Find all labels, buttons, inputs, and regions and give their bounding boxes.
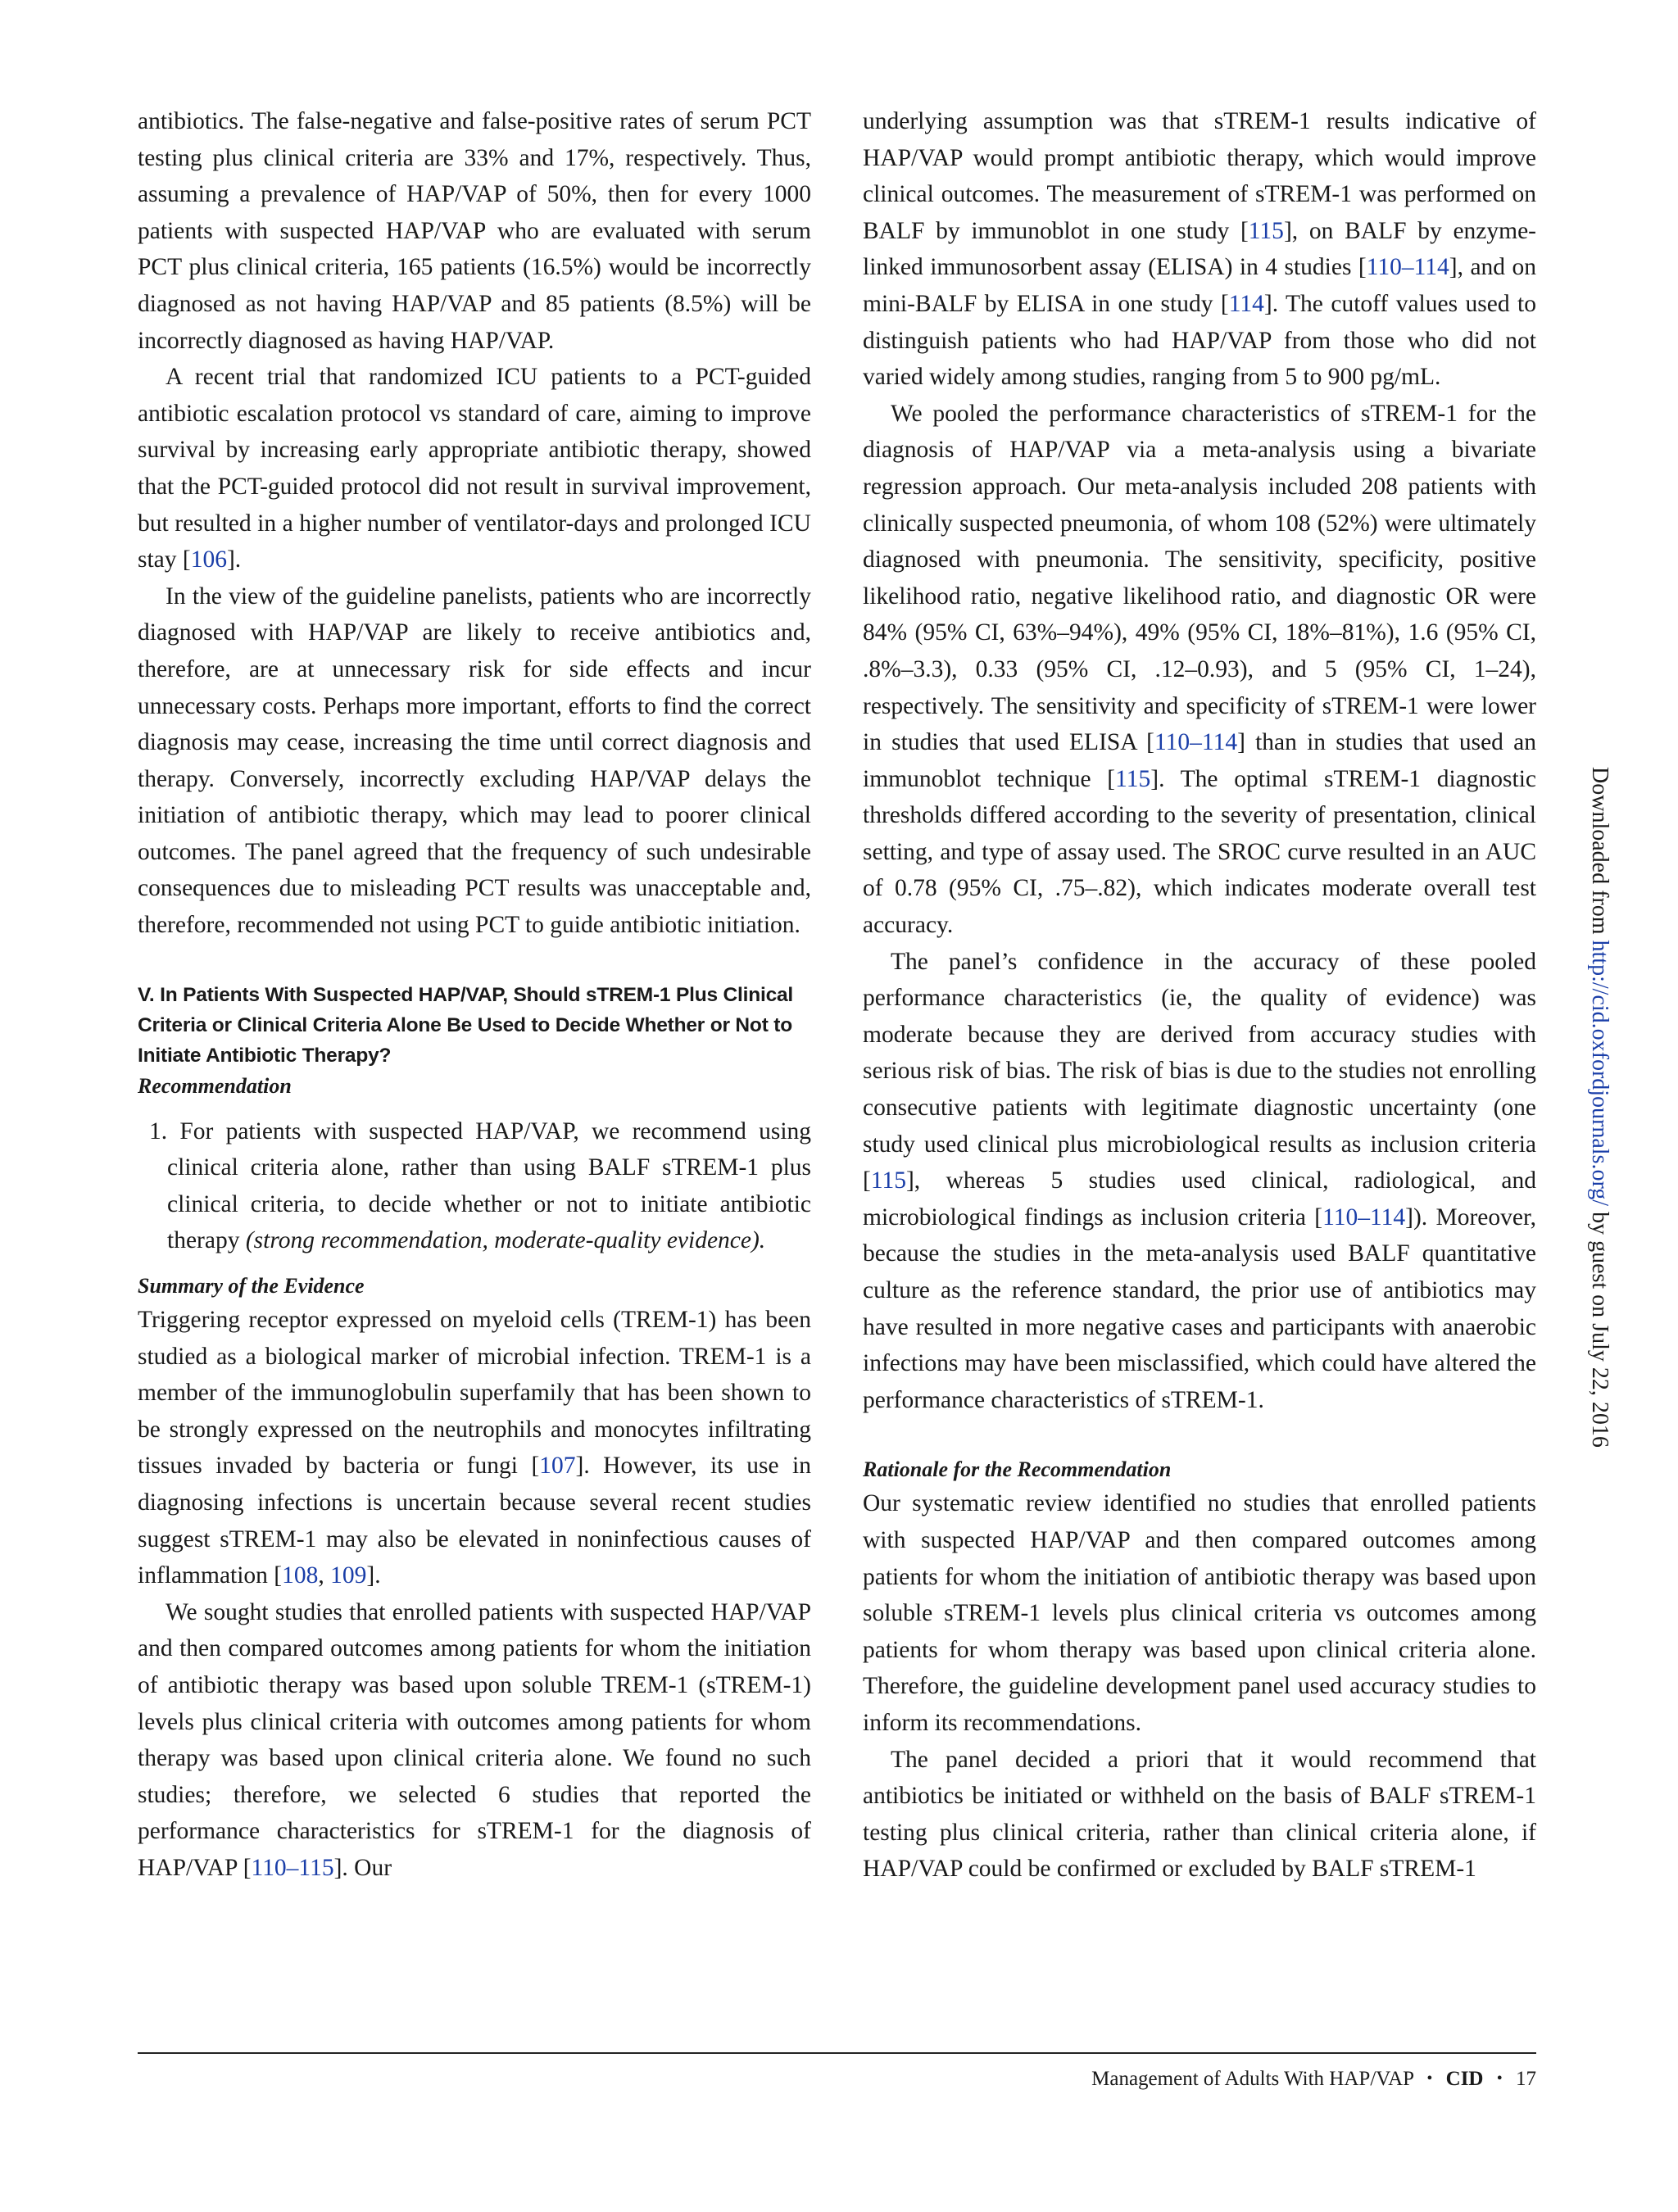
recommendation-heading: Recommendation — [138, 1073, 292, 1098]
citation-link[interactable]: 115 — [870, 1167, 906, 1194]
page-number: 17 — [1516, 2068, 1536, 2090]
citation-link[interactable]: 106 — [190, 546, 227, 573]
download-link[interactable]: http://cid.oxfordjournals.org/ — [1587, 940, 1612, 1207]
bullet-icon: • — [1496, 2069, 1503, 2087]
citation-link[interactable]: 114 — [1228, 290, 1264, 317]
paragraph: The panel’s confidence in the accuracy of these pooled performance characteristics (ie, the quality of evidence) was moderate because they are derived from accuracy studies with serious risk of bias. The risk of bias is due to the studies not enrolling consecutive patients with legitimate diagnostic uncertainty (one study used clinical plus microbiological results as inclusion criteria [115], whereas 5 studies used clinical, radiological, and microbiological findings as inclusion criteria [110–114]). Moreover, because the studies in the meta-analysis used BALF quantitative culture as the reference standard, the prior use of antibiotics may have resulted in more negative cases and participants with anaerobic infections may have been misclassified, which could have altered the performance characteristics of sTREM-1. — [863, 948, 1536, 1413]
citation-link[interactable]: 108 — [282, 1562, 319, 1589]
citation-link[interactable]: 110–114 — [1366, 254, 1449, 281]
rationale-heading: Rationale for the Recommendation — [863, 1457, 1172, 1482]
page-footer — [1091, 2064, 1536, 2094]
footer-rule — [138, 2052, 1536, 2054]
paragraph: We pooled the performance characteristics of sTREM-1 for the diagnosis of HAP/VAP via a meta-analysis using a bivariate regression approach. Our meta-analysis included 208 patients with clinically suspected pneumonia, of whom 108 (52%) were ultimately diagnosed with pneumonia. The sensitivity, specificity, positive likelihood ratio, negative likelihood ratio, and diagnostic OR were 84% (95% CI, 63%–94%), 49% (95% CI, 18%–81%), 1.6 (95% CI, .8%–3.3), 0.33 (95% CI, .12–0.93), and 5 (95% CI, 1–24), respectively. The sensitivity and specificity of sTREM-1 were lower in studies that used ELISA [110–114] than in studies that used an immunoblot technique [115]. The optimal sTREM-1 diagnostic thresholds differed according to the severity of presentation, clinical setting, and type of assay used. The SROC curve resulted in an AUC of 0.78 (95% CI, .75–.82), which indicates moderate overall test accuracy. — [863, 400, 1536, 939]
citation-link[interactable]: 107 — [539, 1453, 576, 1480]
summary-heading: Summary of the Evidence — [138, 1274, 365, 1299]
citation-link[interactable]: 110–114 — [1154, 729, 1238, 756]
citation-link[interactable]: 115 — [1248, 217, 1284, 244]
citation-link[interactable]: 109 — [330, 1562, 367, 1589]
right-column — [863, 103, 1536, 1888]
paragraph: A recent trial that randomized ICU patients to a PCT-guided antibiotic escalation protocol vs standard of care, aiming to improve survival by increasing early appropriate antibiotic therapy, showed that the PCT-guided protocol did not result in survival improvement, but resulted in a higher number of ventilator-days and prolonged ICU stay [106]. — [138, 364, 811, 573]
journal-abbrev: CID — [1445, 2068, 1484, 2090]
recommendation-item: 1. For patients with suspected HAP/VAP, we recommend using clinical criteria alone, rather than using BALF sTREM-1 plus clinical criteria, to decide whether or not to initiate antibiotic therapy (strong recommendation, moderate-quality evidence). — [149, 1117, 812, 1254]
paragraph: We sought studies that enrolled patients with suspected HAP/VAP and then compared outcomes among patients for whom the initiation of antibiotic therapy was based upon soluble TREM-1 (sTREM-1) levels plus clinical criteria with outcomes among patients for whom therapy was based upon clinical criteria alone. We found no such studies; therefore, we selected 6 studies that reported the performance characteristics for sTREM-1 for the diagnosis of HAP/VAP [110–115]. Our — [138, 1598, 811, 1881]
paragraph: The panel decided a priori that it would recommend that antibiotics be initiated or withheld on the basis of BALF sTREM-1 testing plus clinical criteria, rather than clinical criteria alone, if HAP/VAP could be confirmed or excluded by BALF sTREM-1 — [863, 1746, 1536, 1883]
section-heading: V. In Patients With Suspected HAP/VAP, Should sTREM-1 Plus Clinical Criteria or Clinical Criteria Alone Be Used to Decide Whether or Not to Initiate Antibiotic Therapy? — [138, 983, 794, 1067]
citation-link[interactable]: 110–114 — [1322, 1203, 1406, 1231]
citation-link[interactable]: 115 — [1115, 765, 1151, 792]
citation-link[interactable]: 110–115 — [251, 1854, 334, 1881]
paragraph: Triggering receptor expressed on myeloid cells (TREM-1) has been studied as a biological marker of microbial infection. TREM-1 is a member of the immunoglobulin superfamily that has been shown to be strongly expressed on the neutrophils and monocytes infiltrating tissues invaded by bacteria or fungi [107]. However, its use in diagnosing infections is uncertain because several recent studies suggest sTREM-1 may also be elevated in noninfectious causes of inflammation [108, 109]. — [138, 1307, 811, 1589]
paragraph: In the view of the guideline panelists, patients who are incorrectly diagnosed with HAP/VAP are likely to receive antibiotics and, therefore, are at unnecessary risk for side effects and incur unnecessary costs. Perhaps more important, efforts to find the correct diagnosis may cease, increasing the time until correct diagnosis and therapy. Conversely, incorrectly excluding HAP/VAP delays the initiation of antibiotic therapy, which may lead to poorer clinical outcomes. The panel agreed that the frequency of such undesirable consequences due to misleading PCT results was unacceptable and, therefore, recommended not using PCT to guide antibiotic initiation. — [138, 582, 811, 939]
download-note: Downloaded from http://cid.oxfordjournals.org/ by guest on July 22, 2016 — [1587, 767, 1612, 1448]
running-title: Management of Adults With HAP/VAP — [1091, 2068, 1414, 2090]
paragraph: Our systematic review identified no studies that enrolled patients with suspected HAP/VAP and then compared outcomes among patients for whom the initiation of antibiotic therapy was based upon soluble sTREM-1 levels plus clinical criteria vs outcomes among patients for whom therapy was based upon clinical criteria alone. Therefore, the guideline development panel used accuracy studies to inform its recommendations. — [863, 1490, 1536, 1736]
paragraph: antibiotics. The false-negative and false-positive rates of serum PCT testing plus clinical criteria are 33% and 17%, respectively. Thus, assuming a prevalence of HAP/VAP of 50%, then for every 1000 patients with suspected HAP/VAP who are evaluated with serum PCT plus clinical criteria, 165 patients (16.5%) would be incorrectly diagnosed as not having HAP/VAP and 85 patients (8.5%) will be incorrectly diagnosed as having HAP/VAP. — [138, 108, 811, 354]
paragraph: underlying assumption was that sTREM-1 results indicative of HAP/VAP would prompt antibiotic therapy, which would improve clinical outcomes. The measurement of sTREM-1 was performed on BALF by immunoblot in one study [115], on BALF by enzyme-linked immunosorbent assay (ELISA) in 4 studies [110–114], and on mini-BALF by ELISA in one study [114]. The cutoff values used to distinguish patients who had HAP/VAP from those who did not varied widely among studies, ranging from 5 to 900 pg/mL. — [863, 108, 1536, 391]
bullet-icon: • — [1426, 2069, 1433, 2087]
left-column — [138, 103, 811, 1887]
